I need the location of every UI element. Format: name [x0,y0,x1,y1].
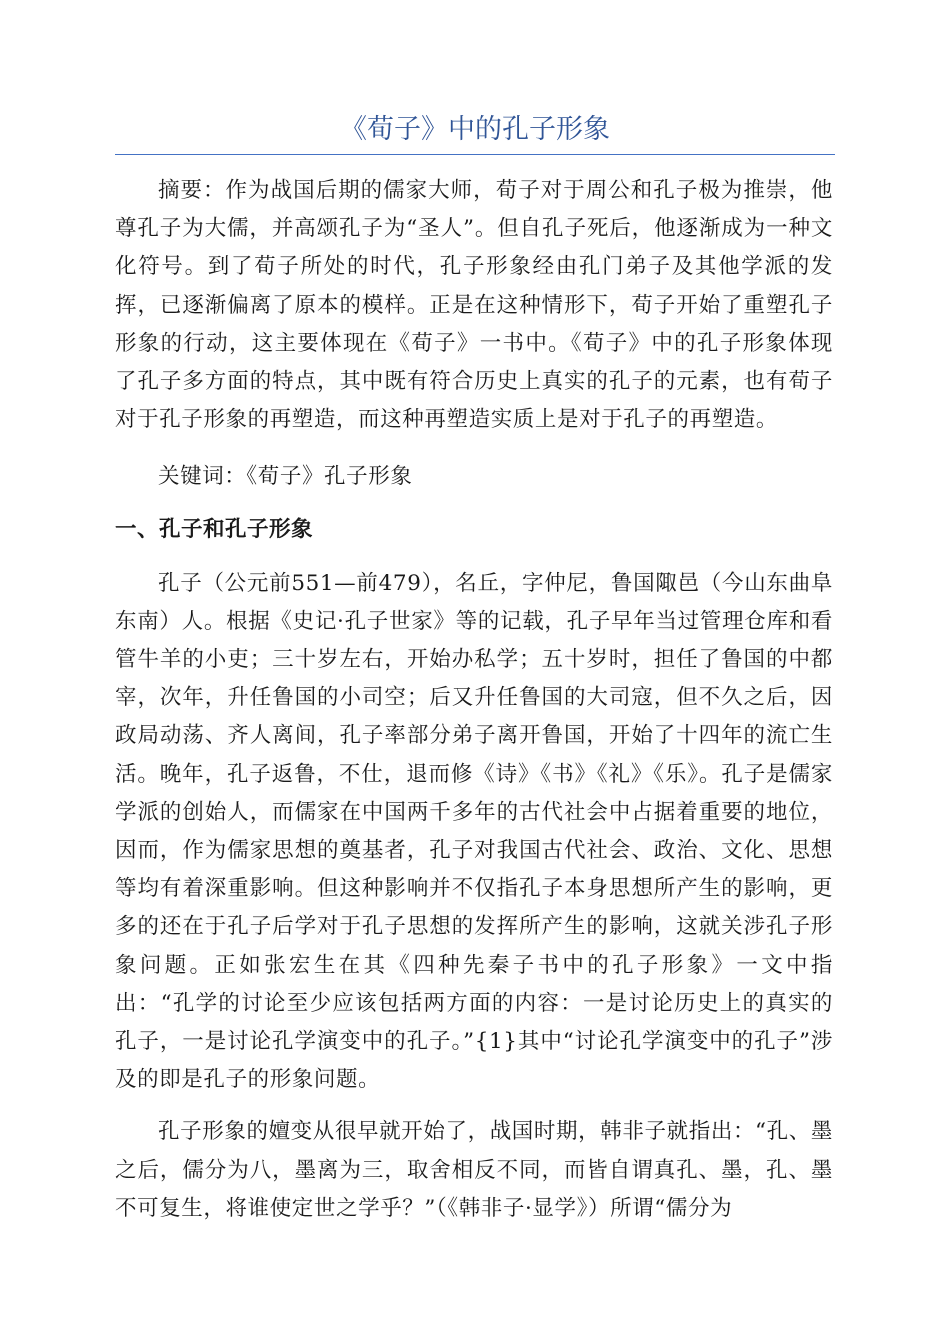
title-underline-rule [115,154,835,155]
body-paragraph: 孔子形象的嬗变从很早就开始了，战国时期，韩非子就指出：“孔、墨之后，儒分为八，墨离为三，取舍相反不同，而皆自谓真孔、墨，孔、墨不可复生，将谁使定世之学乎？”（《韩非子·显学》）所谓“儒分为 [115,1119,833,1221]
keywords-line: 关键词：《荀子》孔子形象 [158,464,413,490]
section-heading: 一、孔子和孔子形象 [115,516,314,542]
document-body [115,172,833,1228]
document-title: 《荀子》中的孔子形象 [340,114,610,145]
body-paragraph: 孔子（公元前551—前479），名丘，字仲尼，鲁国陬邑（今山东曲阜东南）人。根据《史记·孔子世家》等的记载，孔子早年当过管理仓库和看管牛羊的小吏；三十岁左右，开始办私学；五十岁时，担任了鲁国的中都宰，次年，升任鲁国的小司空；后又升任鲁国的大司寇，但不久之后，因政局动荡、齐人离间，孔子率部分弟子离开鲁国，开始了十四年的流亡生活。晚年，孔子返鲁，不仕，退而修《诗》《书》《礼》《乐》。孔子是儒家学派的创始人，而儒家在中国两千多年的古代社会中占据着重要的地位，因而，作为儒家思想的奠基者，孔子对我国古代社会、政治、文化、思想等均有着深重影响。但这种影响并不仅指孔子本身思想所产生的影响，更多的还在于孔子后学对于孔子思想的发挥所产生的影响，这就关涉孔子形象问题。正如张宏生在其《四种先秦子书中的孔子形象》一文中指出：“孔学的讨论至少应该包括两方面的内容：一是讨论历史上的真实的孔子，一是讨论孔学演变中的孔子。”{1}其中“讨论孔学演变中的孔子”涉及的即是孔子的形象问题。 [115,570,833,1093]
abstract-paragraph: 摘要：作为战国后期的儒家大师，荀子对于周公和孔子极为推崇，他尊孔子为大儒，并高颂孔子为“圣人”。但自孔子死后，他逐渐成为一种文化符号。到了荀子所处的时代，孔子形象经由孔门弟子及其他学派的发挥，已逐渐偏离了原本的模样。正是在这种情形下，荀子开始了重塑孔子形象的行动，这主要体现在《荀子》一书中。《荀子》中的孔子形象体现了孔子多方面的特点，其中既有符合历史上真实的孔子的元素，也有荀子对于孔子形象的再塑造，而这种再塑造实质上是对于孔子的再塑造。 [115,178,833,433]
